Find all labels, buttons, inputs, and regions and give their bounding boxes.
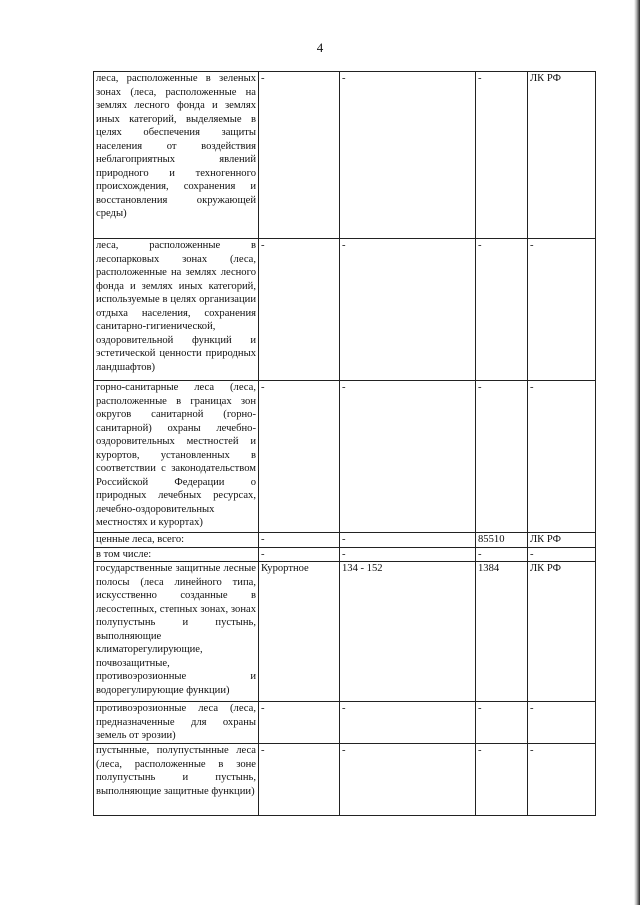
quarters-cell: - <box>340 381 476 533</box>
forest-category-cell: государственные защитные лесные полосы (леса линейного типа, искусственно созданные в лесостепных, степных зонах, зонах полупустынь и пустынь, выполняющие климаторегулирующие, почвозащитные, противоэрозионные и водорегулирующие функции) <box>94 562 259 702</box>
district-cell: Курортное <box>259 562 340 702</box>
district-cell: - <box>259 533 340 548</box>
forest-category-cell: в том числе: <box>94 547 259 562</box>
area-cell: 85510 <box>476 533 528 548</box>
page-number: 4 <box>316 40 324 55</box>
basis-cell: ЛК РФ <box>528 562 596 702</box>
area-cell: - <box>476 702 528 744</box>
table-row <box>94 381 596 533</box>
forest-category-cell: пустынные, полупустынные леса (леса, расположенные в зоне полупустынь и пустынь, выполняющие защитные функции) <box>94 744 259 816</box>
district-cell: - <box>259 702 340 744</box>
forest-category-table <box>93 71 596 816</box>
basis-cell: - <box>528 381 596 533</box>
quarters-cell: - <box>340 72 476 239</box>
table-row <box>94 72 596 239</box>
table-row <box>94 702 596 744</box>
table-row <box>94 533 596 548</box>
district-cell: - <box>259 239 340 381</box>
district-cell: - <box>259 547 340 562</box>
basis-cell: - <box>528 547 596 562</box>
quarters-cell: - <box>340 239 476 381</box>
quarters-cell: - <box>340 533 476 548</box>
basis-cell: - <box>528 702 596 744</box>
basis-cell: ЛК РФ <box>528 533 596 548</box>
area-cell: - <box>476 239 528 381</box>
basis-cell: ЛК РФ <box>528 72 596 239</box>
forest-category-cell: горно-санитарные леса (леса, расположенные в границах зон округов санитарной (горно-санитарной) охраны лечебно-оздоровительных местностей и курортов, установленных в соответствии с законодательством Российской Федерации о природных лечебных ресурсах, лечебно-оздоровительных местностях и курортах) <box>94 381 259 533</box>
area-cell: - <box>476 547 528 562</box>
forest-category-cell: ценные леса, всего: <box>94 533 259 548</box>
quarters-cell: - <box>340 547 476 562</box>
table-row <box>94 547 596 562</box>
quarters-cell: - <box>340 702 476 744</box>
area-cell: 1384 <box>476 562 528 702</box>
table-row <box>94 744 596 816</box>
basis-cell: - <box>528 744 596 816</box>
scan-edge-shadow <box>634 0 640 905</box>
area-cell: - <box>476 72 528 239</box>
quarters-cell: 134 - 152 <box>340 562 476 702</box>
area-cell: - <box>476 744 528 816</box>
quarters-cell: - <box>340 744 476 816</box>
district-cell: - <box>259 744 340 816</box>
forest-category-cell: леса, расположенные в зеленых зонах (леса, расположенные на землях лесного фонда и землях иных категорий, выделяемые в целях обеспечения защиты населения от воздействия неблагоприятных явлений природного и техногенного происхождения, сохранения и восстановления окружающей среды) <box>94 72 259 239</box>
forest-category-cell: леса, расположенные в лесопарковых зонах (леса, расположенные на землях лесного фонда и землях иных категорий, используемые в целях организации отдыха населения, сохранения санитарно-гигиенической, оздоровительной функций и эстетической ценности природных ландшафтов) <box>94 239 259 381</box>
district-cell: - <box>259 381 340 533</box>
forest-category-cell: противоэрозионные леса (леса, предназначенные для охраны земель от эрозии) <box>94 702 259 744</box>
area-cell: - <box>476 381 528 533</box>
district-cell: - <box>259 72 340 239</box>
table-row <box>94 239 596 381</box>
basis-cell: - <box>528 239 596 381</box>
table-row <box>94 562 596 702</box>
